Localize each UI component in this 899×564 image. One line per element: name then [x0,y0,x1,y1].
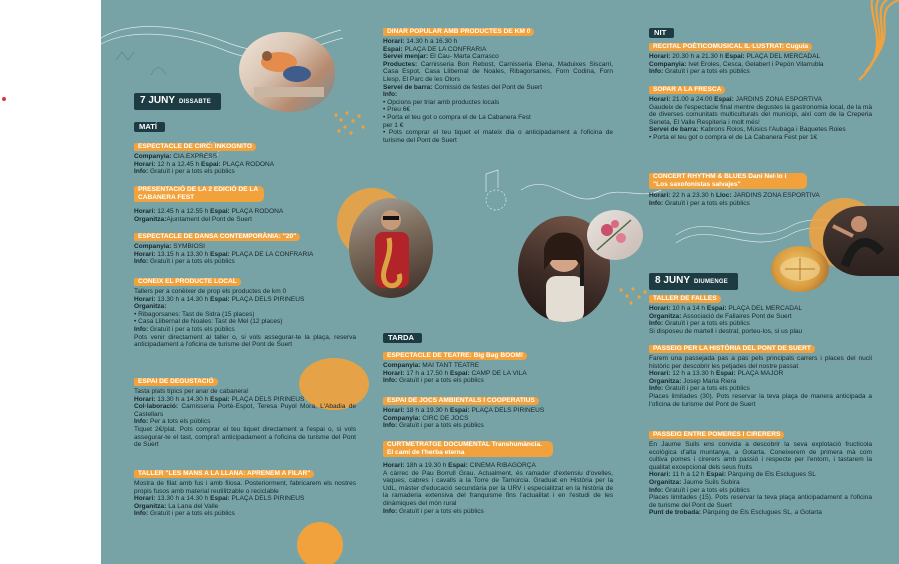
event-line: Servei de barra: Kabrons Roios, Músics l'Aubaga i Baquetes Roies [649,126,846,134]
event-line: Companyia: Ivet Eroles, Cesca, Gelabert i Pepón Vilarrubla [649,60,824,68]
event-line: Info: Gratuït i per a tots els públics [649,320,750,328]
event-line: • Casa Llibernal de Noales: Tast de Mel (12 places) [134,318,283,326]
event-line: Horari: 12 h a 13.30 h Espai: PLAÇA MAJOR [649,370,784,378]
event-title-circ: ESPECTACLE DE CIRC: INKOGNITO [134,143,256,151]
event-line: Horari: 13.30 h a 14.30 h Espai: PLAÇA DELS PIRINEUS [134,395,305,403]
day-label: 7 JUNY [140,95,176,106]
event-line: Horari: 14.30 h a 16.30 h [383,38,458,45]
section-mati: MATÍ [134,122,165,132]
event-line: • Porta el teu got o compra el de La Cabanera Fest per 1€ [649,133,818,141]
event-line: Productes: Carnisseria Bon Rebost, Carnisseria Elena, Maduixes Siscarri, Casa Espot, Casa Llibernal de Noales, Ribagorsanes, Forn Codina, Forn Llesp, El Parc de les Olors [383,60,613,83]
event-body-historia [649,355,872,408]
event-body-llana [134,480,356,518]
event-line: Organitza: Josep Maria Riera [649,377,737,385]
photo5-food [771,246,829,292]
event-body-presentacio [134,208,356,223]
event-line: • Opcions per triar amb productes locals [383,98,500,106]
event-line: Horari: 12.45 h a 12.55 h Espai: PLAÇA RODONA [134,208,284,215]
event-line: Organitza: La Lana del Valle [134,502,219,510]
event-line: Places limitades (15). Pots reservar la teva plaça anticipadament a l'oficina de turisme del Pont de Suert [649,494,872,509]
event-title-jocs: ESPAI DE JOCS AMBIENTALS I COOPERATIUS [383,397,539,405]
event-line: Horari: 13.30 h a 14.30 h Espai: PLAÇA DELS PIRINEUS [134,295,305,303]
event-title-sopar: SOPAR A LA FRESCA [649,86,725,94]
event-line: Info: Gratuït i per a tots els públics [383,377,484,385]
event-line: Info: Gratuït i per a tots els públics [649,385,750,393]
event-title-concert: CONCERT RHYTHM & BLUES Dani Nel·lo i "Los saxofonistas salvajes" [649,173,807,189]
event-line: Tallers per a conèixer de prop els productes de km 0 [134,288,287,295]
event-body-dansa [134,243,356,266]
event-body-falles [649,305,872,335]
food-photo [771,246,829,292]
event-line: Info: Gratuït i per a tots els públics [649,68,750,76]
event-line: Info: Gratuït i per a tots els públics [134,258,235,266]
event-line: Horari: 21.00 a 24.00 Espai: JARDINS ZONA ESPORTIVA [649,96,822,103]
event-line: Horari: 18h a 19.30 h Espai: CINEMA RIBAGORÇA [383,462,536,469]
event-body-pomeres [649,441,872,517]
event-line: Horari: 12 h a 12.45 h Espai: PLAÇA RODONA [134,160,275,168]
circus-acrobats-photo [239,32,335,112]
event-line: En Jaume Suils ens convida a descobrir la seva explotació fructícola ecològica d'alta muntanya, a Gotarta. Coneixerem de primera mà com cultiva pomes i cirerers amb passió i respecte per l'entorn, i tastarem la qualitat excepcional dels seus fruits [649,441,872,471]
event-line: Punt de trobada: Pàrquing de Els Esclugues SL, a Gotarta [649,509,822,517]
event-line: Si disposeu de martell i destral, porteu-los, si us plau [649,327,803,335]
event-line: Info: Gratuït i per a tots els públics [134,325,235,333]
event-title-pomeres: PASSEIG ENTRE POMERES I CIRERERS [649,431,784,439]
dancer-photo [823,206,899,276]
event-body-producte [134,288,356,349]
event-title-dansa: ESPECTACLE DE DANSA CONTEMPORÀNIA: "20" [134,233,300,241]
event-line: Horari: 13.30 h a 14.30 h Espai: PLAÇA DELS PIRINEUS [134,495,305,503]
day-header-7-juny [134,93,221,110]
event-title-teatre: ESPECTACLE DE TEATRE: Big Bag BOOM! [383,352,527,360]
event-line: Organitza: Jaume Suils Subira [649,478,740,486]
photo6-dancer [823,206,899,276]
event-line: Horari: 22 h a 23.30 h Lloc: JARDINS ZONA ESPORTIVA [649,192,820,199]
event-line: Info: Gratuït i per a tots els públics [134,168,235,176]
event-line: • Ribagorsanes: Tast de Sidra (15 places) [134,310,255,318]
event-body-sopar [649,96,872,142]
event-title-dinar: DINAR POPULAR AMB PRODUCTES DE KM 0 [383,28,534,36]
event-line: Servei de barra: Comissió de festes del Pont de Suert [383,83,543,91]
event-title-llana: TALLER "LES MANS A LA LLANA: APRENEM A FILAR" [134,470,314,478]
event-line: Info: Gratuït i per a tots els públics [649,486,750,494]
event-line: Organitza: [134,303,167,311]
event-line: Espai: PLAÇA DE LA CONFRARIA [383,45,487,53]
event-line: Info: Gratuït i per a tots els públics [134,510,235,518]
event-body-jocs [383,407,613,430]
event-body-documental [383,462,613,515]
event-line: • Pots comprar el teu tiquet el mateix dia o anticipadament a l'oficina de turisme del Pont de Suert [383,129,613,144]
event-line: Farem una passejada pas a pas pels principals carrers i places del nucli històric per descobrir les petjades del nostre passat [649,355,872,370]
photo2-saxophonist [349,198,433,298]
event-line: • Porta el teu got o compra el de La Cabanera Fest [383,113,531,121]
flowers-photo [587,210,643,260]
section-nit: NIT [649,28,674,38]
event-line: Info: Per a tots els públics [134,418,211,426]
event-line: Pots venir directament al taller o, si vols assegurar-te la plaça, reserva anticipadament a l'oficina de turisme del Pont de Suert [134,333,356,349]
event-line: Horari: 13.15 h a 13.30 h Espai: PLAÇA DE LA CONFRARIA [134,250,314,258]
event-line: Horari: 10 h a 14 h Espai: PLAÇA DEL MERCADAL [649,305,802,312]
saxophonist-photo [349,198,433,298]
event-title-producte: CONEIX EL PRODUCTE LOCAL [134,278,241,286]
event-line: Info: [383,91,398,99]
event-line: Servei menjar: El Cau- Marta Carrasco [383,53,499,61]
event-line: Info: Gratuït i per a tots els públics [383,422,484,430]
event-line: Horari: 17 h a 17.50 h Espai: CAMP DE LA VILA [383,369,527,377]
event-line: Places limitades (30). Pots reservar la teva plaça de manera anticipada a l'oficina de turisme del Pont de Suert [649,392,872,408]
red-dot-marker [2,97,6,101]
event-line: Companyia: CIRC DE JOCS [383,414,469,422]
event-body-circ [134,153,356,176]
event-title-recital: RECITAL POÈTICOMUSICAL IL·LUSTRAT: Cuguia [649,43,812,51]
event-line: Horari: 18 h a 19.30 h Espai: PLAÇA DELS PIRINEUS [383,407,545,414]
event-title-falles: TALLER DE FALLES [649,295,721,303]
event-line: Info: Gratuït i per a tots els públics [649,199,750,207]
event-body-teatre [383,362,613,385]
photo4-flowers [587,210,643,260]
day-weekday: DISSABTE [179,99,211,105]
event-title-degustacio: ESPAI DE DEGUSTACIÓ [134,378,218,386]
event-line: Horari: 11 h a 12 h Espai: Pàrquing de Els Esclugues SL [649,471,816,479]
photo1-circus [239,32,335,112]
event-line: Companyia: SYMBIOSI [134,243,205,250]
event-line: Info: Gratuït i per a tots els públics [383,507,484,515]
event-title-presentacio: PRESENTACIÓ DE LA 2 EDICIÓ DE LA CABANERA FEST [134,186,264,202]
program-page [101,0,899,564]
event-title-documental: CURTMETRATGE DOCUMENTAL Transhumància. El camí de l'herba eterna [383,441,553,457]
event-line: A càrrec de Pau Borrull Grau. Actualment, és ramader d'extensiu d'ovelles, vaques, cabres i cavalls a la Torre de Tamúrcia. Graduat en Història per la UdL, màster d'educació secundària per la URV i especialitzat en la història de la ramaderia extensiva del franquisme fins l'actualitat i en l'estudi de les dinàmiques del món rural [383,469,613,507]
event-line: Tasta plats típics per anar de cabanera! [134,388,249,395]
event-line: Horari: 20.30 h a 21.30 h Espai: PLAÇA DEL MERCADAL [649,53,821,60]
event-line: Tiquet 2€/plat. Pots comprar el teu tiquet directament a l'espai o, si vols assegurar-te el tast, compra'l anticipadament a l'oficina de turisme del Pont de Suert [134,425,356,449]
event-body-recital [649,53,872,76]
day-weekday: DIUMENGE [694,279,728,285]
section-tarda: TARDA [383,333,422,343]
event-body-dinar [383,38,613,144]
event-body-degustacio [134,388,356,449]
orange-blob [297,522,343,564]
event-line: • Preu 6€ [383,106,411,114]
event-title-historia: PASSEIG PER LA HISTÒRIA DEL PONT DE SUERT [649,345,815,353]
day-label: 8 JUNY [655,275,691,286]
event-line: Mostra de filat amb fus i amb filosa. Posteriorment, fabricarem els nostres propis fusos amb material reutilitzable o reciclable [134,480,356,495]
event-line: Col·laboració: Carnisseria Portè-Espot, Teresa Puyol Mora, L'Abadia de Castellars [134,403,356,418]
event-line: Organitza:Ajuntament del Pont de Suert [134,215,252,223]
event-line: per 1 € [383,121,404,129]
event-line: Gaudeix de l'espectacle final mentre degustes la gastronomia local, de la mà de diverses comunitats multiculturals del municipi, així com de la Creperia Seneta, El Valle Respiteria i molt més! [649,103,872,126]
event-line: Organitza: Associació de Fallaires Pont de Suert [649,312,792,320]
day-header-8-juny [649,273,738,290]
event-line: Companyia: MAI TANT TEATRE [383,362,480,369]
event-line: Companyia: CIA.EXPRESS [134,153,217,160]
event-body-concert [649,192,872,207]
